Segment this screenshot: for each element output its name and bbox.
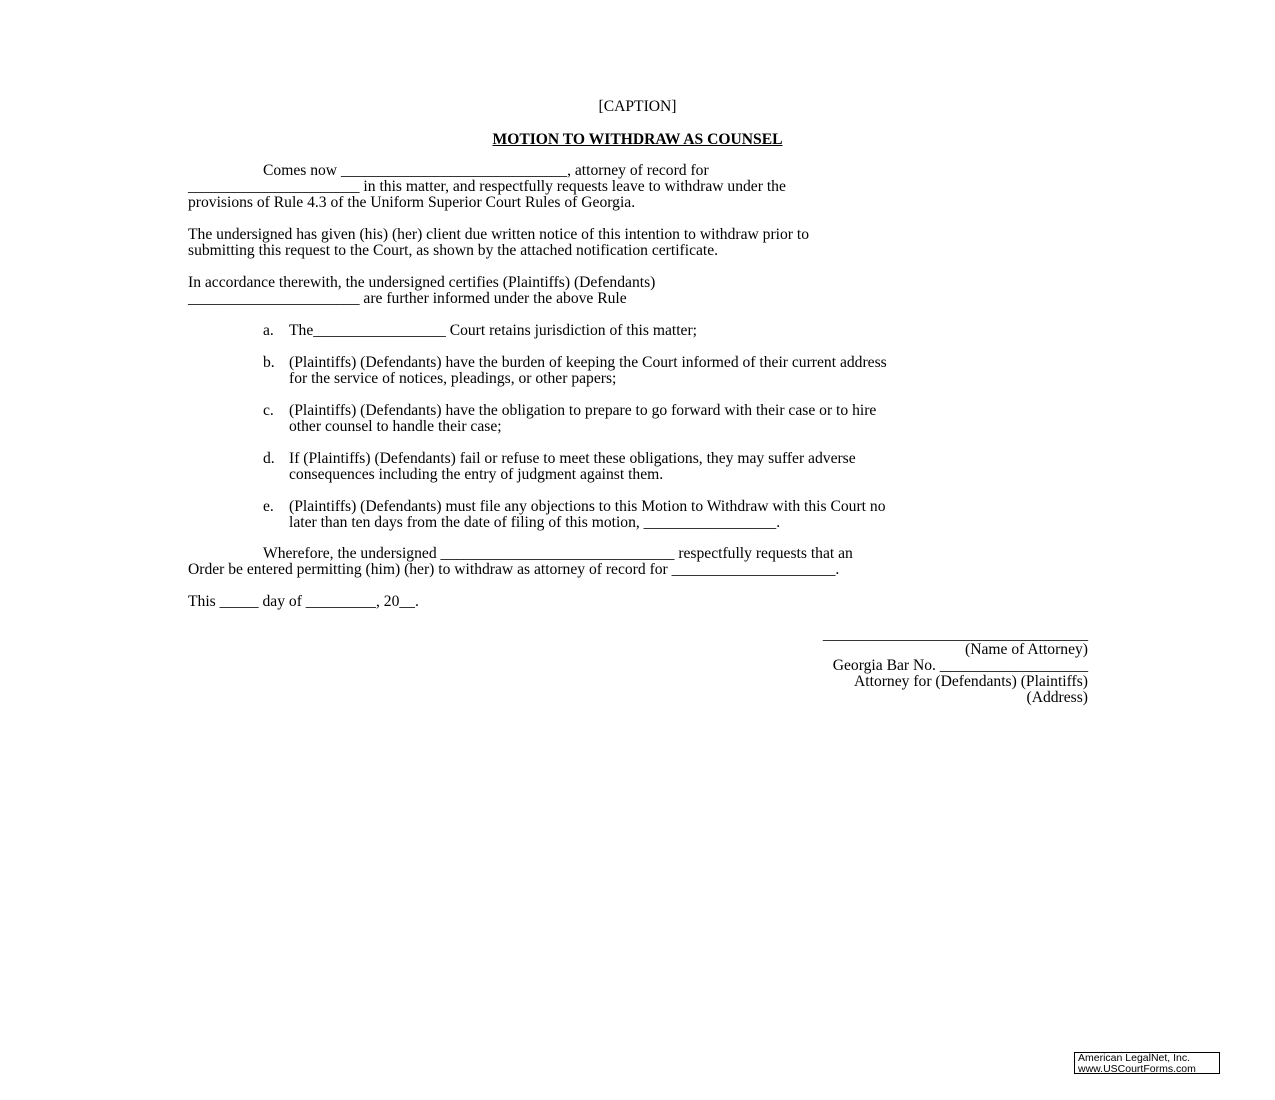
publisher-name: American LegalNet, Inc. [1078, 1052, 1191, 1064]
paragraph-4-line-2: Order be entered permitting (him) (her) to withdraw as attorney of record for _____________________. [188, 561, 840, 578]
document-title: MOTION TO WITHDRAW AS COUNSEL [492, 131, 783, 148]
list-item-label: e. [263, 498, 274, 515]
paragraph-1-line-3: provisions of Rule 4.3 of the Uniform Superior Court Rules of Georgia. [188, 194, 636, 211]
list-item-continuation: other counsel to handle their case; [289, 418, 502, 435]
list-item-a [263, 323, 1103, 339]
list-item-b [263, 355, 1103, 387]
paragraph-3-line-1: In accordance therewith, the undersigned certifies (Plaintiffs) (Defendants) [188, 274, 656, 291]
address-label: (Address) [1026, 689, 1088, 706]
date-line: This _____ day of _________, 20__. [188, 593, 419, 610]
paragraph-1-line-2: ______________________ in this matter, and respectfully requests leave to withdraw under the [188, 178, 786, 195]
bar-number-line: Georgia Bar No. ___________________ [832, 657, 1088, 674]
list-item-c [263, 403, 1103, 435]
list-item-text: (Plaintiffs) (Defendants) must file any objections to this Motion to Withdraw with this Court no [289, 498, 886, 515]
list-item-continuation: consequences including the entry of judgment against them. [289, 466, 664, 483]
list-item-label: d. [263, 450, 275, 467]
paragraph-4-line-1: Wherefore, the undersigned ______________________________ respectfully requests that an [263, 545, 853, 562]
paragraph-2-line-1: The undersigned has given (his) (her) client due written notice of this intention to withdraw prior to [188, 226, 809, 243]
list-item-text: (Plaintiffs) (Defendants) have the burden of keeping the Court informed of their current address [289, 354, 887, 371]
paragraph-1-line-1: Comes now _____________________________, attorney of record for [263, 162, 709, 179]
paragraph-2-line-2: submitting this request to the Court, as shown by the attached notification certificate. [188, 242, 719, 259]
list-item-text: The_________________ Court retains jurisdiction of this matter; [289, 322, 697, 339]
publisher-badge [1074, 1052, 1220, 1074]
publisher-website: www.USCourtForms.com [1078, 1063, 1196, 1075]
list-item-text: (Plaintiffs) (Defendants) have the obligation to prepare to go forward with their case or to hire [289, 402, 877, 419]
list-item-e [263, 499, 1103, 531]
attorney-for-label: Attorney for (Defendants) (Plaintiffs) [854, 673, 1088, 690]
paragraph-3-line-2: ______________________ are further informed under the above Rule [188, 290, 627, 307]
list-item-d [263, 451, 1103, 483]
list-item-continuation: for the service of notices, pleadings, or other papers; [289, 370, 617, 387]
list-item-continuation: later than ten days from the date of filing of this motion, _________________. [289, 514, 781, 531]
caption: [CAPTION] [598, 98, 677, 115]
list-item-label: c. [263, 402, 274, 419]
list-item-text: If (Plaintiffs) (Defendants) fail or refuse to meet these obligations, they may suffer adverse [289, 450, 856, 467]
attorney-name-label: (Name of Attorney) [965, 641, 1088, 658]
list-item-label: b. [263, 354, 275, 371]
list-item-label: a. [263, 322, 274, 339]
signature-line: __________________________________ [822, 626, 1088, 643]
